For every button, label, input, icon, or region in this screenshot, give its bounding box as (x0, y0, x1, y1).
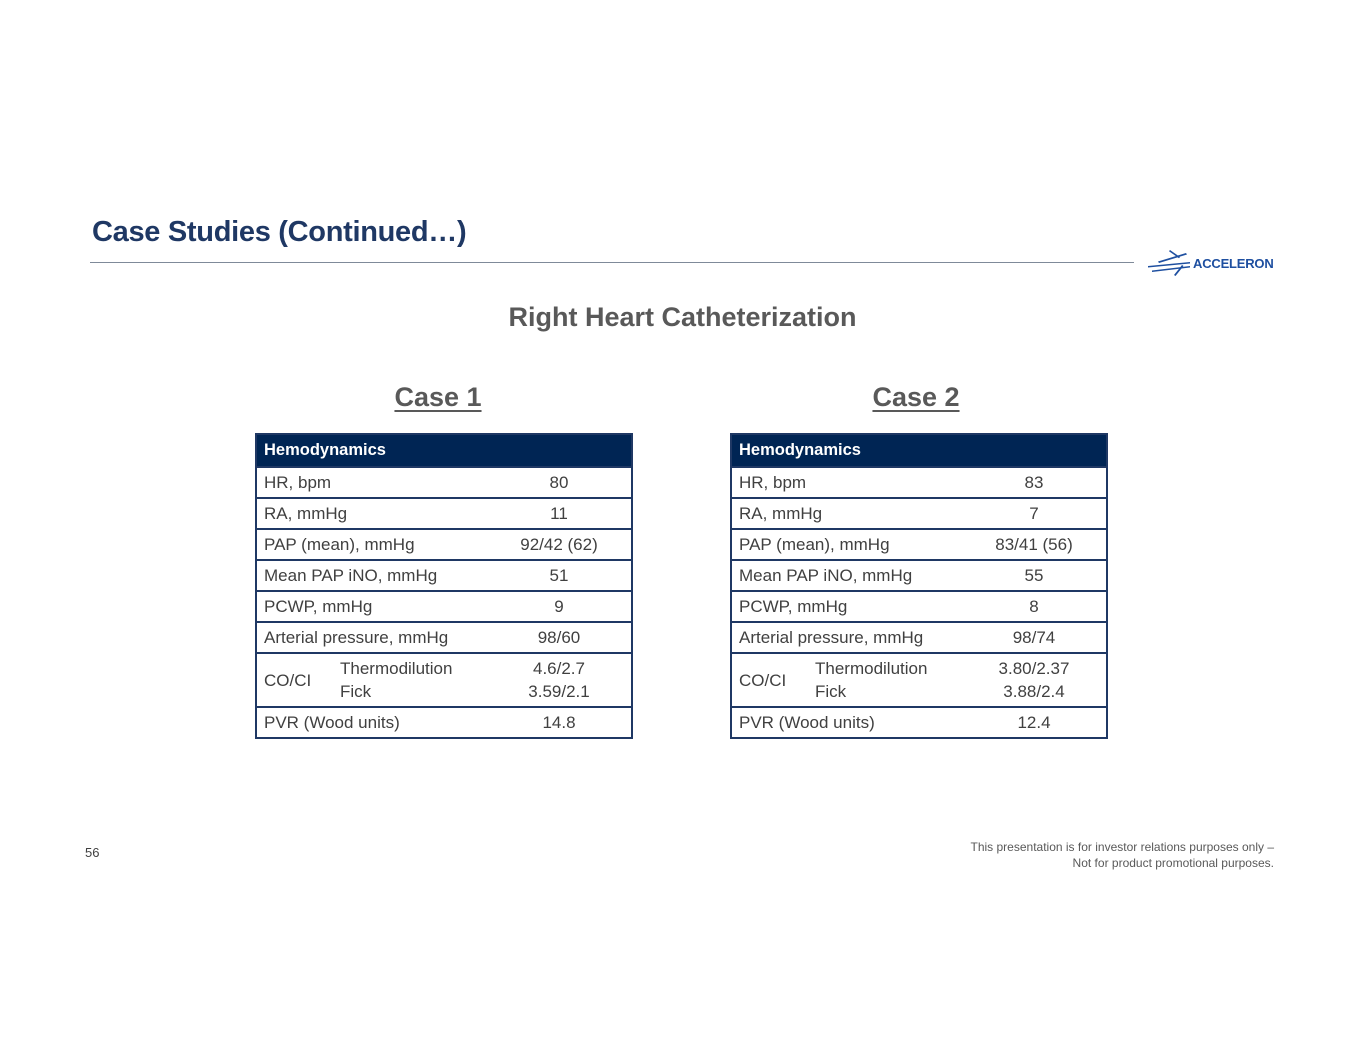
co-ci-values (487, 653, 632, 707)
table-row (256, 560, 632, 591)
row-value: 12.4 (962, 707, 1107, 738)
case-1-hemodynamics-table (255, 433, 633, 739)
table-header: Hemodynamics (256, 434, 632, 467)
row-value: 9 (487, 591, 632, 622)
slide-title: Case Studies (Continued…) (92, 216, 467, 248)
co-ci-label: CO/CI (264, 670, 312, 690)
row-value: 98/60 (487, 622, 632, 653)
row-label: PCWP, mmHg (256, 591, 487, 622)
table-row (731, 560, 1107, 591)
co-ci-row (731, 653, 1107, 707)
row-label: RA, mmHg (731, 498, 962, 529)
table-row (256, 467, 632, 498)
row-value: 83/41 (56) (962, 529, 1107, 560)
co-ci-label-cell (256, 653, 487, 707)
co-ci-label: CO/CI (739, 670, 787, 690)
table-header-row (731, 434, 1107, 467)
row-value: 51 (487, 560, 632, 591)
row-label: PAP (mean), mmHg (256, 529, 487, 560)
disclaimer-line-1: This presentation is for investor relations purposes only – (970, 840, 1274, 854)
row-label: Arterial pressure, mmHg (731, 622, 962, 653)
co-ci-row (256, 653, 632, 707)
row-value: 80 (487, 467, 632, 498)
row-label: HR, bpm (256, 467, 487, 498)
row-label: PCWP, mmHg (731, 591, 962, 622)
fick-value: 3.88/2.4 (1003, 682, 1065, 701)
co-ci-values (962, 653, 1107, 707)
table-row (731, 622, 1107, 653)
row-value: 7 (962, 498, 1107, 529)
row-value: 14.8 (487, 707, 632, 738)
row-label: PVR (Wood units) (256, 707, 487, 738)
case-2-heading: Case 2 (872, 382, 960, 412)
thermodilution-label: Thermodilution (340, 659, 453, 678)
table-row (731, 707, 1107, 738)
row-label: RA, mmHg (256, 498, 487, 529)
table-header: Hemodynamics (731, 434, 1107, 467)
fick-label: Fick (815, 682, 847, 701)
row-label: Mean PAP iNO, mmHg (731, 560, 962, 591)
row-label: Mean PAP iNO, mmHg (256, 560, 487, 591)
section-title: Right Heart Catheterization (508, 302, 857, 332)
table-row (731, 591, 1107, 622)
fick-value: 3.59/2.1 (528, 682, 590, 701)
acceleron-swoosh-icon (1146, 245, 1192, 279)
thermodilution-value: 4.6/2.7 (533, 659, 585, 678)
row-value: 11 (487, 498, 632, 529)
table-row (731, 529, 1107, 560)
page-number: 56 (85, 845, 100, 860)
acceleron-logo (1146, 244, 1281, 280)
table-row (256, 529, 632, 560)
title-divider (90, 262, 1134, 263)
row-value: 83 (962, 467, 1107, 498)
row-value: 98/74 (962, 622, 1107, 653)
row-label: Arterial pressure, mmHg (256, 622, 487, 653)
row-value: 92/42 (62) (487, 529, 632, 560)
row-label: PAP (mean), mmHg (731, 529, 962, 560)
table-row (256, 707, 632, 738)
table-row (731, 467, 1107, 498)
row-value: 8 (962, 591, 1107, 622)
fick-label: Fick (340, 682, 372, 701)
case-1-heading: Case 1 (394, 382, 482, 412)
table-row (731, 498, 1107, 529)
table-row (256, 591, 632, 622)
thermodilution-label: Thermodilution (815, 659, 928, 678)
table-row (256, 622, 632, 653)
thermodilution-value: 3.80/2.37 (998, 659, 1070, 678)
table-row (256, 498, 632, 529)
disclaimer (971, 839, 1275, 871)
disclaimer-line-2: Not for product promotional purposes. (1072, 856, 1274, 870)
table-header-row (256, 434, 632, 467)
row-value: 55 (962, 560, 1107, 591)
row-label: PVR (Wood units) (731, 707, 962, 738)
case-2-hemodynamics-table (730, 433, 1108, 739)
co-ci-label-cell (731, 653, 962, 707)
logo-wordmark: ACCELERON (1193, 255, 1274, 271)
row-label: HR, bpm (731, 467, 962, 498)
